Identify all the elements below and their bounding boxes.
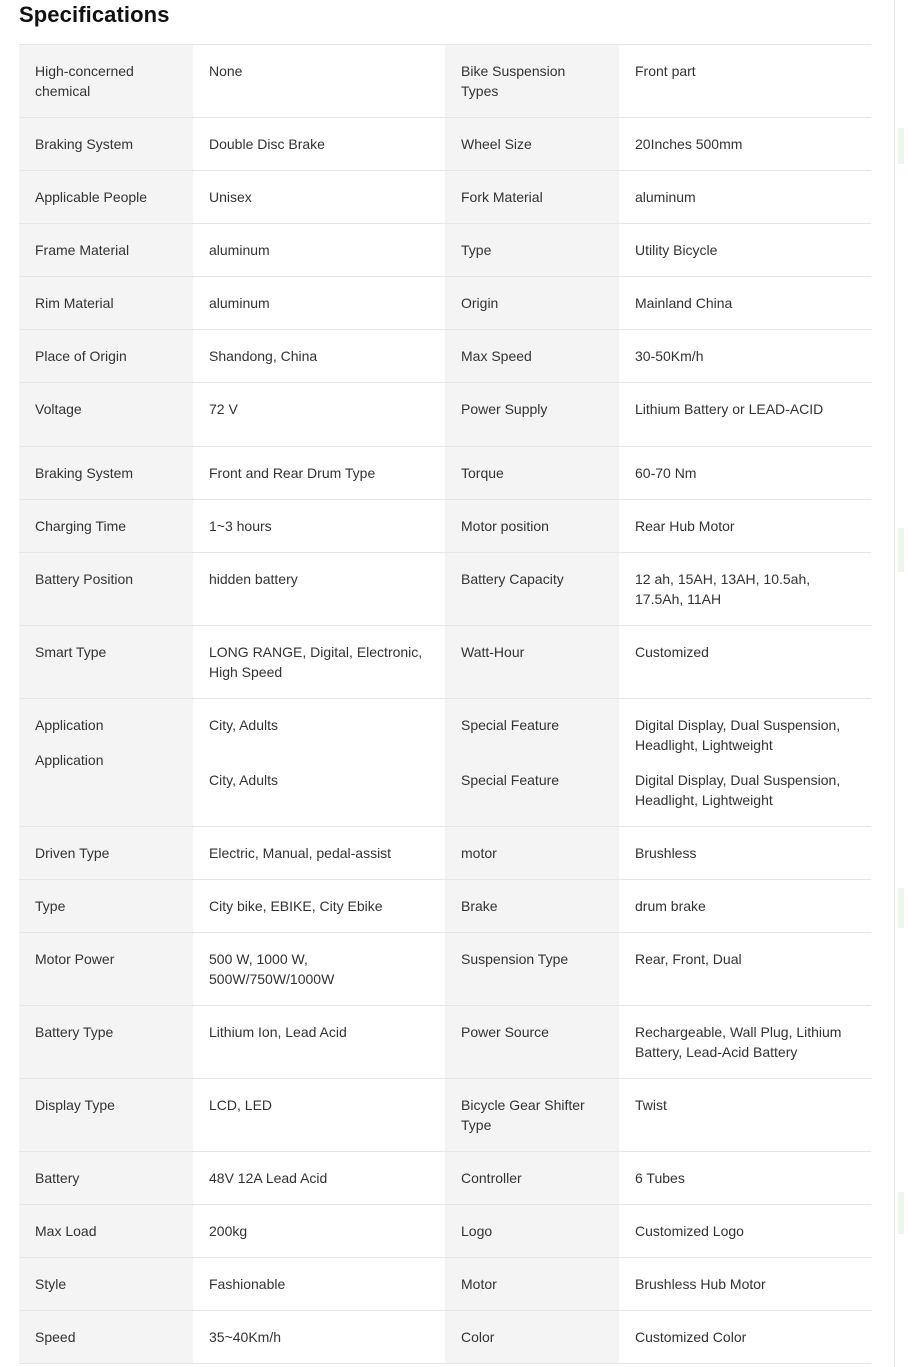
spec-value: LONG RANGE, Digital, Electronic, High Speed <box>193 626 445 699</box>
spec-key: High-concerned chemical <box>19 45 193 118</box>
spec-value: Twist <box>619 1079 871 1152</box>
spec-key: Max Speed <box>445 330 619 383</box>
page-edge-divider <box>894 0 895 1367</box>
spec-value: Customized Color <box>619 1311 871 1364</box>
spec-key: Motor position <box>445 500 619 553</box>
spec-value: Rear, Front, Dual <box>619 933 871 1006</box>
spec-key: Smart Type <box>19 626 193 699</box>
spec-key: Bicycle Gear Shifter Type <box>445 1079 619 1152</box>
spec-value: City, Adults <box>209 772 278 788</box>
specifications-table <box>19 44 871 1364</box>
spec-key: Special Feature <box>461 772 560 788</box>
spec-value: 6 Tubes <box>619 1152 871 1205</box>
spec-key: Watt-Hour <box>445 626 619 699</box>
spec-key: Battery Position <box>19 553 193 626</box>
spec-value-group <box>193 699 445 827</box>
table-row <box>19 933 871 1006</box>
spec-key: Braking System <box>19 447 193 500</box>
spec-key: Suspension Type <box>445 933 619 1006</box>
spec-key: Controller <box>445 1152 619 1205</box>
section-title: Specifications <box>19 2 170 27</box>
spec-key: Special Feature <box>461 717 560 733</box>
spec-value: 48V 12A Lead Acid <box>193 1152 445 1205</box>
spec-value: City bike, EBIKE, City Ebike <box>193 880 445 933</box>
spec-value: Customized <box>619 626 871 699</box>
table-row <box>19 699 871 827</box>
spec-value: 60-70 Nm <box>619 447 871 500</box>
spec-value: hidden battery <box>193 553 445 626</box>
spec-value: Brushless <box>619 827 871 880</box>
table-row <box>19 383 871 447</box>
spec-value: Rechargeable, Wall Plug, Lithium Battery, Lead-Acid Battery <box>619 1006 871 1079</box>
spec-key: Bike Suspension Types <box>445 45 619 118</box>
spec-key: Motor <box>445 1258 619 1311</box>
table-row <box>19 447 871 500</box>
edge-accent <box>898 888 904 928</box>
spec-value: Mainland China <box>619 277 871 330</box>
edge-accent <box>898 1192 904 1234</box>
table-row <box>19 880 871 933</box>
spec-value: 72 V <box>193 383 445 447</box>
spec-value: Shandong, China <box>193 330 445 383</box>
edge-accent <box>898 528 904 572</box>
table-row <box>19 553 871 626</box>
table-row <box>19 224 871 277</box>
spec-value: aluminum <box>193 224 445 277</box>
spec-key: Application <box>35 717 104 733</box>
spec-key-group <box>445 699 619 827</box>
spec-key: Power Supply <box>445 383 619 447</box>
spec-value: Double Disc Brake <box>193 118 445 171</box>
table-row <box>19 171 871 224</box>
spec-key: motor <box>445 827 619 880</box>
table-row <box>19 1006 871 1079</box>
spec-key: Logo <box>445 1205 619 1258</box>
table-row <box>19 1258 871 1311</box>
table-row <box>19 45 871 118</box>
spec-value: LCD, LED <box>193 1079 445 1152</box>
spec-key: Battery Capacity <box>445 553 619 626</box>
spec-value: aluminum <box>619 171 871 224</box>
spec-value: Utility Bicycle <box>619 224 871 277</box>
table-row <box>19 626 871 699</box>
table-row <box>19 1311 871 1364</box>
spec-key: Battery <box>19 1152 193 1205</box>
spec-key: Charging Time <box>19 500 193 553</box>
spec-value: Brushless Hub Motor <box>619 1258 871 1311</box>
spec-value: Lithium Battery or LEAD-ACID <box>619 383 871 447</box>
spec-key: Fork Material <box>445 171 619 224</box>
spec-value: drum brake <box>619 880 871 933</box>
spec-key: Torque <box>445 447 619 500</box>
table-row <box>19 330 871 383</box>
table-row <box>19 1152 871 1205</box>
spec-key: Max Load <box>19 1205 193 1258</box>
spec-value: 30-50Km/h <box>619 330 871 383</box>
table-row <box>19 827 871 880</box>
spec-key: Battery Type <box>19 1006 193 1079</box>
spec-key: Braking System <box>19 118 193 171</box>
spec-key: Origin <box>445 277 619 330</box>
spec-key: Frame Material <box>19 224 193 277</box>
spec-key: Motor Power <box>19 933 193 1006</box>
spec-value: Front and Rear Drum Type <box>193 447 445 500</box>
spec-value: Fashionable <box>193 1258 445 1311</box>
spec-value: Digital Display, Dual Suspension, Headlight, Lightweight <box>635 772 841 808</box>
spec-key: Applicable People <box>19 171 193 224</box>
spec-key: Application <box>35 752 104 768</box>
edge-accent <box>898 128 904 164</box>
spec-key: Display Type <box>19 1079 193 1152</box>
spec-key: Voltage <box>19 383 193 447</box>
spec-value: 200kg <box>193 1205 445 1258</box>
spec-key: Place of Origin <box>19 330 193 383</box>
spec-value: aluminum <box>193 277 445 330</box>
spec-key: Wheel Size <box>445 118 619 171</box>
spec-value: Lithium Ion, Lead Acid <box>193 1006 445 1079</box>
spec-value: City, Adults <box>209 717 278 733</box>
spec-value: 35~40Km/h <box>193 1311 445 1364</box>
spec-key: Brake <box>445 880 619 933</box>
spec-value: Rear Hub Motor <box>619 500 871 553</box>
spec-key: Color <box>445 1311 619 1364</box>
spec-key: Type <box>19 880 193 933</box>
spec-value: Front part <box>619 45 871 118</box>
spec-key: Rim Material <box>19 277 193 330</box>
table-row <box>19 1205 871 1258</box>
spec-value-group <box>619 699 871 827</box>
spec-value: 1~3 hours <box>193 500 445 553</box>
spec-key: Power Source <box>445 1006 619 1079</box>
spec-value: Digital Display, Dual Suspension, Headlight, Lightweight <box>635 717 841 753</box>
spec-key: Style <box>19 1258 193 1311</box>
spec-value: 500 W, 1000 W, 500W/750W/1000W <box>193 933 445 1006</box>
spec-value: 12 ah, 15AH, 13AH, 10.5ah, 17.5Ah, 11AH <box>619 553 871 626</box>
table-row <box>19 277 871 330</box>
spec-value: 20Inches 500mm <box>619 118 871 171</box>
spec-value: Electric, Manual, pedal-assist <box>193 827 445 880</box>
spec-value: Customized Logo <box>619 1205 871 1258</box>
table-row <box>19 500 871 553</box>
spec-value: Unisex <box>193 171 445 224</box>
table-row <box>19 118 871 171</box>
spec-key: Type <box>445 224 619 277</box>
spec-key-group <box>19 699 193 827</box>
table-row <box>19 1079 871 1152</box>
spec-key: Speed <box>19 1311 193 1364</box>
spec-value: None <box>193 45 445 118</box>
spec-key: Driven Type <box>19 827 193 880</box>
